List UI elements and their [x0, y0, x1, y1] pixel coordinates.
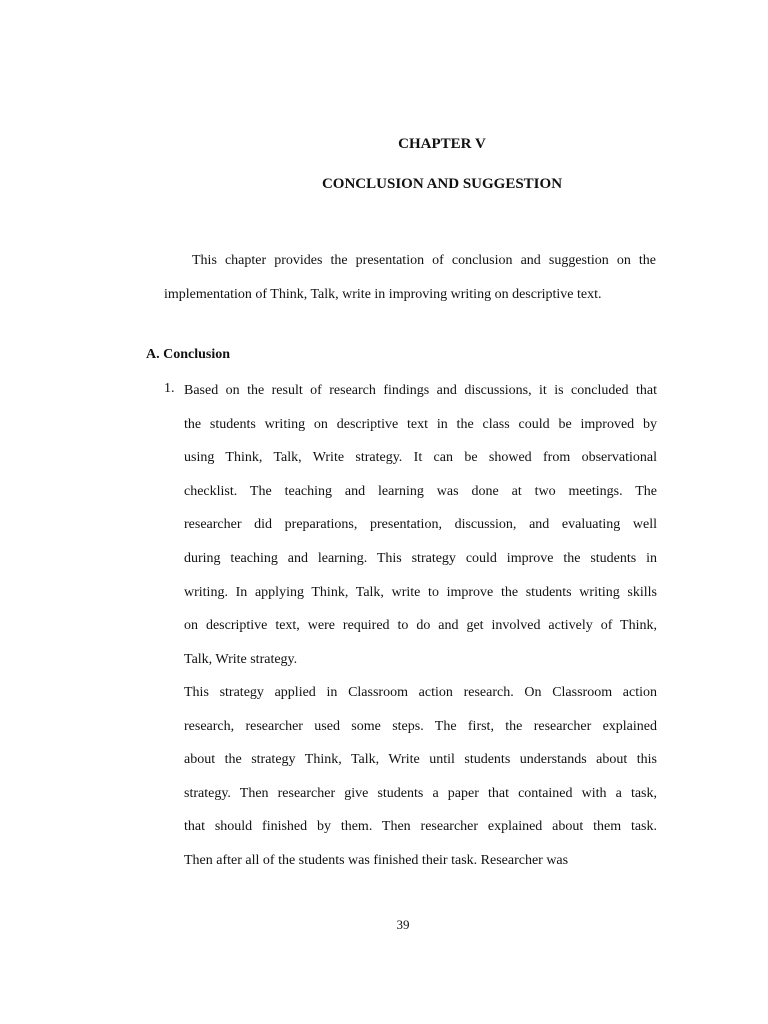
paragraph-line: research, researcher used some steps. The first, the researcher explained [184, 718, 657, 734]
section-heading: A. Conclusion [146, 347, 231, 362]
paragraph-line: using Think, Talk, Write strategy. It can be showed from observational [184, 450, 657, 466]
paragraph-line: This strategy applied in Classroom action research. On Classroom action [184, 685, 657, 700]
conclusion-paragraph-1 [184, 374, 657, 676]
page-number: 39 [396, 917, 410, 932]
paragraph-line: strategy. Then researcher give students a paper that contained with a task, [184, 785, 657, 801]
paragraph-line: writing. In applying Think, Talk, write to improve the students writing skills [184, 584, 657, 600]
paragraph-line: checklist. The teaching and learning was done at two meetings. The [184, 483, 657, 499]
chapter-number: CHAPTER V [398, 136, 486, 152]
paragraph-line: about the strategy Think, Talk, Write until students understands about this [184, 752, 657, 768]
intro-line: This chapter provides the presentation of conclusion and suggestion on the [192, 253, 656, 268]
paragraph-line: during teaching and learning. This strategy could improve the students in [184, 550, 657, 566]
paragraph-line: Talk, Write strategy. [184, 651, 298, 667]
paragraph-line: researcher did preparations, presentation, discussion, and evaluating well [184, 517, 657, 533]
paragraph-line: that should finished by them. Then researcher explained about them task. [184, 819, 657, 835]
paragraph-line: Then after all of the students was finished their task. Researcher was [184, 852, 569, 868]
intro-paragraph [164, 244, 656, 312]
paragraph-line: on descriptive text, were required to do and get involved actively of Think, [184, 618, 657, 634]
intro-line: implementation of Think, Talk, write in improving writing on descriptive text. [164, 287, 602, 302]
paragraph-line: the students writing on descriptive text in the class could be improved by [184, 416, 657, 432]
list-item-number: 1. [164, 381, 175, 396]
conclusion-paragraph-2 [184, 676, 657, 878]
paragraph-line: Based on the result of research findings and discussions, it is concluded that [184, 383, 657, 398]
chapter-title: CONCLUSION AND SUGGESTION [321, 176, 563, 192]
